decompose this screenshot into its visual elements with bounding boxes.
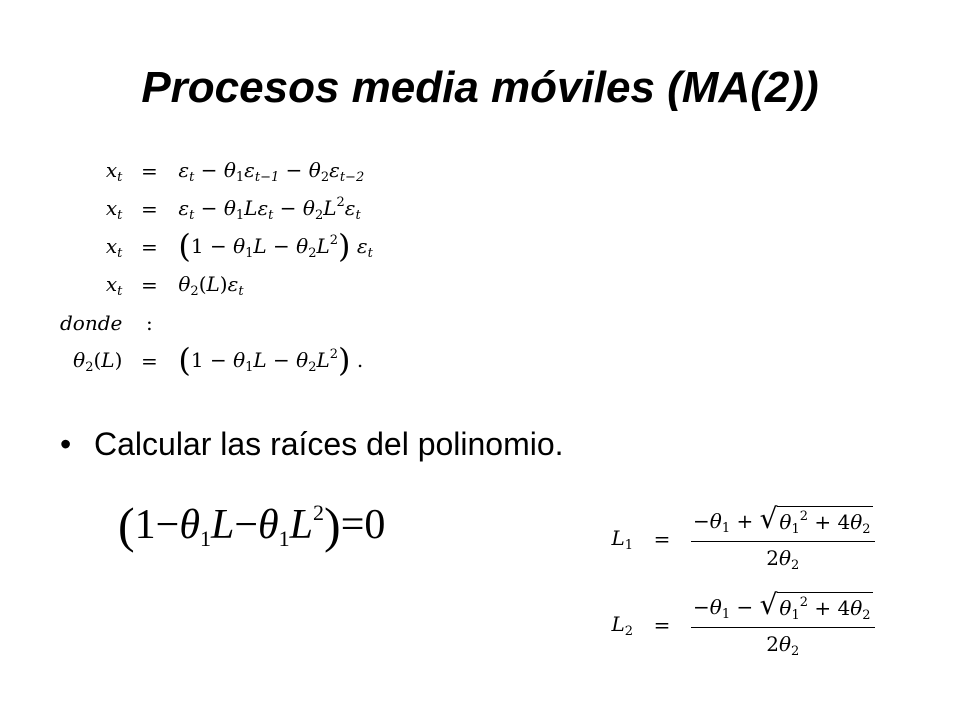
equation-row-3: $x_t$ = $(1 - \theta_1L - \theta_2L^2)$ $\varepsilon_t$ <box>105 227 373 265</box>
bullet-text: Calcular las raíces del polinomio. <box>94 426 564 462</box>
donde-label: donde <box>60 311 123 335</box>
root-l2: $L_2$ = $-\theta_1$ − √ $\theta_1^2 + 4\theta_2$ $2\theta_2$ <box>585 586 875 664</box>
equation-row-theta-def: $\theta_2(L)$ = $(1 - \theta_1L - \theta_2L^2)$ . <box>73 341 364 379</box>
root-l1: $L_1$ = $-\theta_1$ + √ $\theta_1^2 + 4\theta_2$ $2\theta_2$ <box>585 500 875 578</box>
equation-row-donde: donde : <box>60 311 153 335</box>
ma2-equation-block <box>60 152 373 380</box>
slide-title: Procesos media móviles (MA(2)) <box>141 63 819 112</box>
bullet-item <box>60 424 564 464</box>
equation-row-2: $x_t$ = $\varepsilon_t - \theta_1L\varepsilon_t - \theta_2L^2\varepsilon_t$ <box>105 195 361 223</box>
bullet-dot: • <box>60 426 72 462</box>
equation-row-1: $x_t$ = $\varepsilon_t - \theta_1\varepsilon_{t-1} - \theta_2\varepsilon_{t-2}$ <box>105 157 365 185</box>
trailing-period: . <box>356 348 364 372</box>
polynomial-equation: $(1-\theta_1L-\theta_1L^2)=0$ <box>118 497 386 553</box>
roots-formula <box>585 500 875 672</box>
equation-row-4: $x_t$ = $\theta_2(L)\varepsilon_t$ <box>105 271 244 299</box>
